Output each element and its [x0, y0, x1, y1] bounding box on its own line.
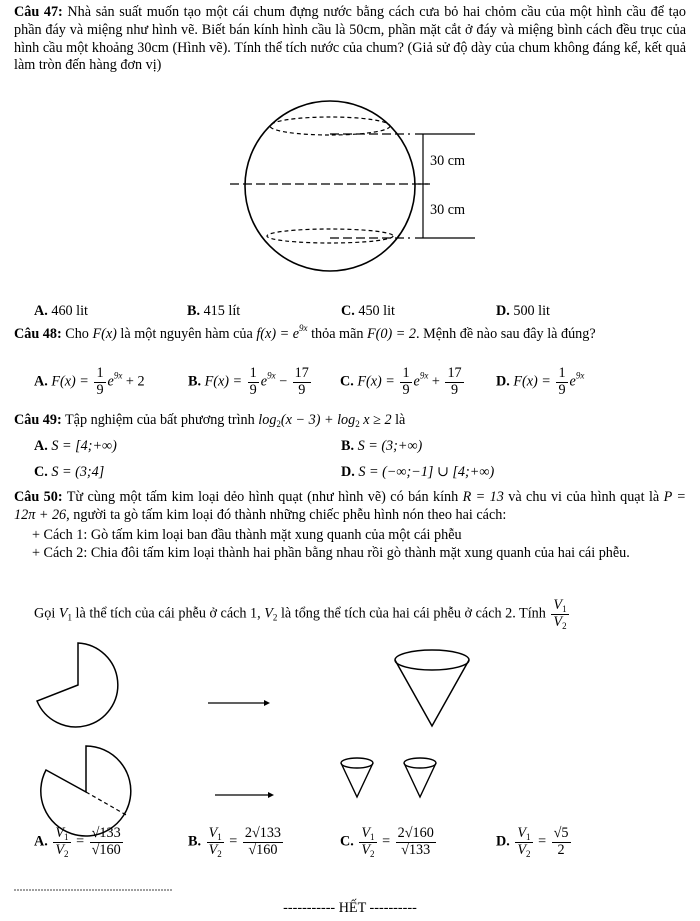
q49-option-c[interactable]: C. S = (3;4] — [34, 464, 105, 480]
q48-option-c[interactable]: C. F(x) = $\frac{1}{9}$ $e^{9x}$ + $\frac{17}{9}$ — [340, 365, 462, 398]
q48-option-d[interactable]: D. F(x) = $\frac{1}{9}$ $e^{9x}$ — [496, 365, 585, 398]
dim-label-top: 30 cm — [430, 153, 466, 169]
q49-option-d[interactable]: D. S = (−∞;−1] ∪ [4;+∞) — [341, 464, 495, 480]
q48-text: Câu 48: Cho F(x) là một nguyên hàm của $f(x) = e^{9x}$ thỏa mãn F(0) = 2. Mệnh đề nào sau đây là đúng? — [14, 323, 596, 342]
q48-option-a[interactable]: A. F(x) = $\frac{1}{9}$ $e^{9x} + 2$ — [34, 365, 145, 398]
q50-text: Câu 50: Từ cùng một tấm kim loại dẻo hình quạt (như hình vẽ) có bán kính R = 13 và chu vi của hình quạt là P = 12π + 26, người ta gò tấm kim loại đó thành những chiếc phễu hình nón theo hai cách: — [14, 489, 686, 523]
q47-body: Nhà sản suất muốn tạo một cái chum đựng nước bằng cách cưa bỏ hai chỏm cầu của một hình cầu để tạo phần đáy và miệng như hình vẽ. Biết bán kính hình cầu là 50cm, phần mặt cắt ở đáy và miệng bình cách đều trục của hình cầu một khoảng 30cm (Hình vẽ). Tính thể tích nước của chum? (Giả sử độ dày của chum không đáng kể, kết quả làm tròn đến hàng đơn vị) — [14, 4, 687, 74]
q50-method-1: + Cách 1: Gò tấm kim loại ban đầu thành mặt xung quanh của một cái phễu — [32, 527, 462, 543]
q50-option-b[interactable]: B. $\frac{V_1}{V_2}$ = $\frac{2√133}{√160}$ — [188, 825, 282, 859]
q48-option-b[interactable]: B. F(x) = $\frac{1}{9}$ $e^{9x}$ − $\frac{17}{9}$ — [188, 365, 309, 398]
q50-option-a[interactable]: A. $\frac{V_1}{V_2}$ = $\frac{√133}{√160}$ — [34, 825, 121, 859]
q47-option-c[interactable]: C. 450 lit — [341, 303, 395, 319]
q49-option-a[interactable]: A. S = [4;+∞) — [34, 438, 117, 454]
q47-option-d[interactable]: D. 500 lit — [496, 303, 550, 319]
q50-question: Gọi $V_1$ là thể tích của cái phễu ở cách 1, $V_2$ là tổng thể tích của hai cái phễu ở cách 2. Tính $\frac{V_1}{V_2}$ — [34, 597, 567, 631]
end-marker: ----------- HẾT ---------- — [283, 900, 417, 916]
q47-option-b[interactable]: B. 415 lít — [187, 303, 241, 319]
dim-label-bottom: 30 cm — [430, 202, 466, 218]
q47-option-a[interactable]: A. 460 lit — [34, 303, 88, 319]
q50-method-2: + Cách 2: Chia đôi tấm kim loại thành hai phần bằng nhau rồi gò thành mặt xung quanh của hai cái phễu. — [32, 545, 630, 561]
q50-option-c[interactable]: C. $\frac{V_1}{V_2}$ = $\frac{2√160}{√133}$ — [340, 825, 434, 859]
q49-text: Câu 49: Tập nghiệm của bất phương trình $\log_2(x - 3) + \log_2 x \ge 2$ là — [14, 412, 406, 429]
q47-label: Câu 47: — [14, 4, 63, 20]
q50-option-d[interactable]: D. $\frac{V_1}{V_2}$ = $\frac{√5}{2}$ — [496, 825, 569, 859]
q49-option-b[interactable]: B. S = (3;+∞) — [341, 438, 423, 454]
